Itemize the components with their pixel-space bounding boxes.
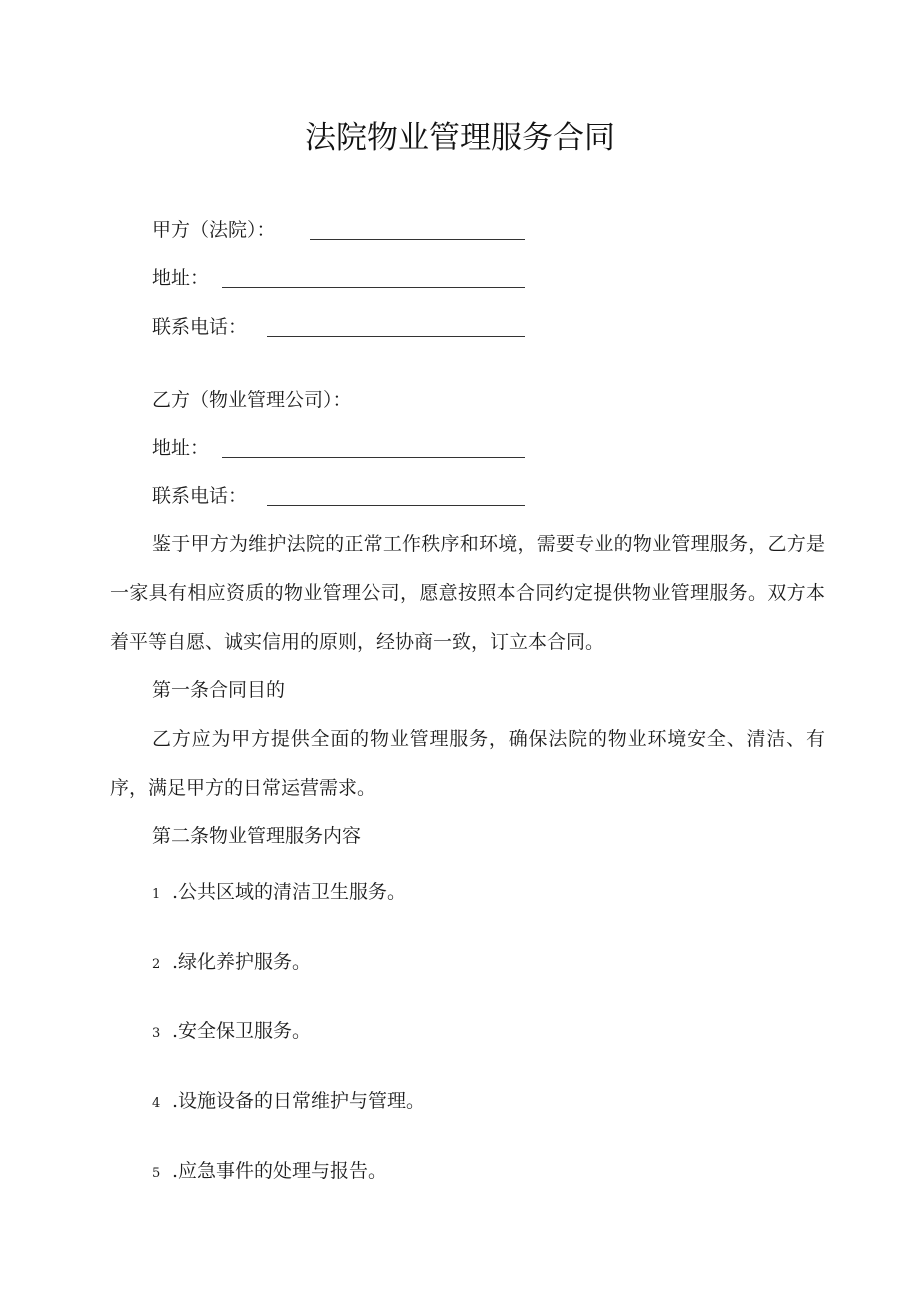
service-item-number: 1 — [152, 887, 161, 902]
article-1-heading: 第一条合同目的 — [152, 679, 286, 701]
party-b-name-field — [152, 388, 352, 412]
party-a-address-field — [152, 266, 209, 290]
service-item-text: .安全保卫服务。 — [172, 1020, 312, 1042]
party-a-address-blank — [222, 287, 525, 288]
party-b-phone-blank — [267, 505, 525, 506]
party-a-phone-blank — [267, 336, 525, 337]
party-a-phone-label: 联系电话： — [152, 316, 248, 338]
service-item-number: 3 — [152, 1026, 161, 1041]
party-a-name-blank — [310, 239, 525, 240]
party-a-name-field — [152, 218, 276, 242]
party-b-address-label: 地址： — [152, 437, 210, 459]
service-item — [152, 1019, 311, 1046]
party-b-address-field — [152, 436, 209, 460]
preamble-paragraph: 鉴于甲方为维护法院的正常工作秩序和环境，需要专业的物业管理服务，乙方是一家具有相应资质的物业管理公司，愿意按照本合同约定提供物业管理服务。双方本着平等自愿、诚实信用的原则，经协商一致，订立本合同。 — [110, 533, 825, 653]
party-b-phone-label: 联系电话： — [152, 485, 248, 507]
service-item-text: .应急事件的处理与报告。 — [172, 1160, 388, 1182]
service-item-number: 5 — [152, 1166, 161, 1181]
party-b-phone-field — [152, 484, 247, 508]
page-title: 法院物业管理服务合同 — [305, 120, 615, 156]
party-b-address-blank — [222, 457, 525, 458]
service-item-text: .公共区域的清洁卫生服务。 — [172, 881, 407, 903]
service-item — [152, 1089, 425, 1116]
party-a-label: 甲方（法院）： — [152, 219, 276, 241]
service-item-number: 4 — [152, 1096, 161, 1111]
party-b-label: 乙方（物业管理公司）： — [152, 389, 352, 411]
party-a-address-label: 地址： — [152, 267, 210, 289]
article-1-body: 乙方应为甲方提供全面的物业管理服务，确保法院的物业环境安全、清洁、有序，满足甲方的日常运营需求。 — [110, 728, 825, 799]
service-item-text: .设施设备的日常维护与管理。 — [172, 1090, 426, 1112]
service-item — [152, 950, 311, 977]
party-a-phone-field — [152, 315, 247, 339]
service-item — [152, 1159, 387, 1186]
article-2-heading: 第二条物业管理服务内容 — [152, 825, 362, 847]
service-item-number: 2 — [152, 957, 161, 972]
service-item — [152, 880, 406, 907]
service-item-text: .绿化养护服务。 — [172, 951, 312, 973]
